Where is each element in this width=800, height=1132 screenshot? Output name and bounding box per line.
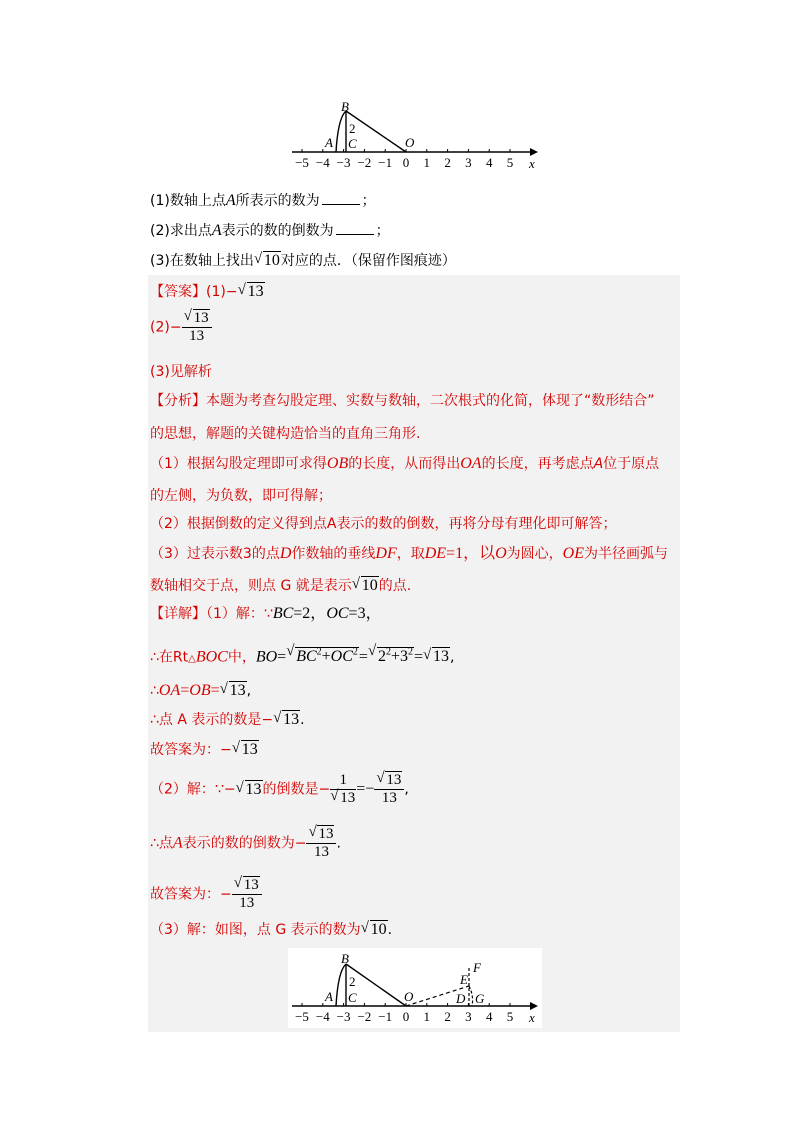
detail-line-9: （3）解：如图，点 G 表示的数为 √ 10. xyxy=(150,920,393,938)
analysis-6i: 为圆心， xyxy=(506,546,563,562)
analysis-line-6 xyxy=(150,544,668,564)
answer-2: (2)− xyxy=(150,319,182,336)
detail-2c: BOC xyxy=(195,648,228,666)
detail-5a: 故答案为：− xyxy=(150,742,232,758)
detail-7a: ∴点 xyxy=(150,835,173,852)
detail-7-numerator: 13 xyxy=(318,826,334,842)
analysis-6f: DE xyxy=(424,545,447,562)
fig2-axis-tick-label: 2 xyxy=(444,1009,451,1024)
q1-suffix: 所表示的数为 xyxy=(235,193,320,209)
answer-1-radical: 13 xyxy=(247,283,264,300)
answer-2-numerator: 13 xyxy=(193,310,209,326)
fig1-axis-tick-label: 1 xyxy=(423,155,431,170)
analysis-3d: OA xyxy=(460,455,482,472)
analysis-7a: 数轴相交于点，则点 G 就是表示 xyxy=(150,578,352,594)
fig2-point-G-label: G xyxy=(475,991,485,1006)
point-C-label: C xyxy=(348,136,357,151)
analysis-line-1 xyxy=(150,391,655,411)
detail-2l: 13 xyxy=(433,648,449,666)
detail-1c: =2， xyxy=(293,605,327,622)
detail-9-radical: 10 xyxy=(370,921,387,938)
number-line-construction-diagram xyxy=(288,948,542,1028)
detail-2h: + xyxy=(321,648,331,666)
detail-7b: A xyxy=(172,834,183,852)
answer-tag: 【答案】 xyxy=(150,284,206,300)
detail-3c: = xyxy=(180,682,190,699)
analysis-6e: ，取 xyxy=(396,546,425,562)
detail-8a: 故答案为：− xyxy=(150,886,232,903)
analysis-7-radical: 10 xyxy=(361,577,378,594)
fig2-point-O-label: O xyxy=(404,989,414,1004)
fig1-axis-tick-label: 4 xyxy=(485,155,493,170)
fig2-axis-tick-label: −1 xyxy=(378,1009,393,1024)
analysis-6c: 作数轴的垂线 xyxy=(291,546,376,562)
fig1-axis-tick-label: −3 xyxy=(336,155,351,170)
q2-prefix: (2)求出点 xyxy=(150,223,212,239)
q3-prefix: (3)在数轴上找出 xyxy=(150,253,254,269)
number-line-figure-2 xyxy=(288,948,542,1028)
q2-blank xyxy=(336,234,374,235)
detail-2i: OC xyxy=(330,648,353,666)
fig2-point-B-label: B xyxy=(341,951,349,966)
fig2-axis-tick-label: −5 xyxy=(295,1009,309,1024)
detail-8-denominator: 13 xyxy=(239,895,255,911)
fig2-axis-tick-label: −4 xyxy=(315,1009,330,1024)
fig2-axis-tick-label: −3 xyxy=(336,1009,351,1024)
detail-3d: OB xyxy=(189,682,211,699)
detail-line-8: 故答案为：− √ 13 13 xyxy=(150,877,262,912)
fig2-axis-tick-label: 3 xyxy=(465,1009,472,1024)
analysis-3g: 位于原点 xyxy=(603,456,660,472)
detail-2a: ∴在Rt xyxy=(150,649,189,666)
detail-4a: ∴点 A 表示的数是− xyxy=(150,712,274,728)
number-line-figure-1 xyxy=(288,96,548,176)
detail-6-denominator-2: 13 xyxy=(381,790,397,806)
detail-6b: 的倒数是− xyxy=(262,781,331,798)
detail-6-radical: 13 xyxy=(245,780,262,798)
question-1 xyxy=(150,191,376,211)
analysis-3c: 的长度，从而得出 xyxy=(348,456,461,472)
detail-line-1 xyxy=(150,604,382,624)
analysis-6d: DF xyxy=(375,545,397,562)
fig1-axis-tick-label: 3 xyxy=(465,155,472,170)
analysis-7b: 的点. xyxy=(378,578,412,594)
fig1-axis-tick-label: −2 xyxy=(357,155,372,170)
analysis-3e: 的长度，再考虑点 xyxy=(481,456,594,472)
analysis-line-3 xyxy=(150,454,659,474)
detail-line-2: ∴在Rt△BOC中，BO= √ $BC^2+OC^2=$ √ $2^2+3^2=$ √ 13, xyxy=(150,643,455,666)
analysis-6b: D xyxy=(279,545,292,562)
fig1-axis-tick-label: 2 xyxy=(444,155,451,170)
analysis-3a: （1）根据勾股定理即可求得 xyxy=(150,456,327,472)
detail-7c: 表示的数的倒数为− xyxy=(182,835,307,852)
point-O-label: O xyxy=(405,135,415,150)
analysis-6a: （3）过表示数3的点 xyxy=(150,546,280,562)
detail-1d: OC xyxy=(326,605,349,622)
fig2-axis-x-label: x xyxy=(529,1010,535,1025)
point-A-label: A xyxy=(325,135,333,150)
fig2-point-F-label: F xyxy=(473,960,481,975)
fig1-axis-tick-label: 0 xyxy=(402,155,410,170)
question-2 xyxy=(150,221,390,241)
analysis-3b: OB xyxy=(326,455,349,472)
fig2-axis-tick-label: 0 xyxy=(402,1009,410,1024)
fig2-axis-tick-label: 5 xyxy=(506,1009,514,1024)
axis-x-label: x xyxy=(529,156,535,171)
q1-point: A xyxy=(225,192,236,209)
fig2-point-E-label: E xyxy=(460,972,468,987)
detail-3a: ∴ xyxy=(150,683,159,699)
point-B-label: B xyxy=(341,99,349,114)
fig1-axis-tick-label: −1 xyxy=(378,155,393,170)
analysis-line-5: （2）根据倒数的定义得到点A表示的数的倒数，再将分母有理化即可解答； xyxy=(150,516,617,532)
detail-2b: △ xyxy=(188,653,196,665)
detail-line-4: ∴点 A 表示的数是− √ 13. xyxy=(150,710,305,728)
analysis-tag: 【分析】 xyxy=(150,393,206,409)
detail-4-radical: 13 xyxy=(283,711,300,728)
fig1-axis-tick-label: 5 xyxy=(506,155,514,170)
q1-end: ； xyxy=(361,193,376,209)
detail-3-radical: 13 xyxy=(229,682,246,699)
detail-2k: +3 xyxy=(390,648,408,666)
analysis-6j: OE xyxy=(562,545,584,562)
detail-2g: BC xyxy=(296,648,317,666)
detail-1e: =3， xyxy=(348,605,382,622)
detail-2e: BO xyxy=(255,648,278,666)
detail-3b: OA xyxy=(158,682,181,699)
q2-point: A xyxy=(211,222,222,239)
q1-prefix: (1)数轴上点 xyxy=(150,193,226,209)
detail-6-denominator: 13 xyxy=(340,790,356,806)
detail-line-6: （2）解：∵− √ 13的倒数是− 1 √ 13 =− √ 13 13 , xyxy=(150,770,409,806)
q1-blank xyxy=(322,204,360,205)
q3-radical: 10 xyxy=(263,252,280,269)
analysis-line-4: 的左侧，为负数，即可得解； xyxy=(150,488,332,504)
detail-6a: （2）解：∵− xyxy=(150,781,236,798)
analysis-line-2: 的思想，解题的关键构造恰当的直角三角形. xyxy=(150,426,421,442)
number-line-diagram xyxy=(288,96,548,176)
detail-2f: = xyxy=(277,648,287,666)
detail-line-7: ∴点A表示的数的倒数为− √ 13 13 . xyxy=(150,824,341,860)
q3-suffix: 对应的点．（保留作图痕迹） xyxy=(280,253,456,269)
fig2-segment-length-label: 2 xyxy=(349,974,356,989)
analysis-6k: 为半径画弧与 xyxy=(583,546,668,562)
detail-6-numerator: 1 xyxy=(330,772,356,790)
detail-1b: BC xyxy=(272,605,294,622)
question-3: (3)在数轴上找出 √ 10对应的点．（保留作图痕迹） xyxy=(150,251,456,269)
analysis-6h: O xyxy=(495,545,507,562)
fig2-point-D-label: D xyxy=(456,991,466,1006)
answer-line-1: 【答案】(1)− √ 13 xyxy=(150,282,264,300)
analysis-6g: =1，以 xyxy=(446,545,496,562)
detail-line-3: ∴OA=OB= √ 13, xyxy=(150,681,252,699)
fig1-axis-tick-label: −4 xyxy=(315,155,330,170)
detail-6c: =− xyxy=(356,780,375,798)
detail-7-denominator: 13 xyxy=(313,844,329,860)
detail-8-numerator: 13 xyxy=(243,877,259,893)
analysis-text-1: 本题为考查勾股定理、实数与数轴，二次根式的化简，体现了“数形结合” xyxy=(206,393,655,409)
analysis-3f: A xyxy=(593,456,604,472)
fig2-point-A-label: A xyxy=(325,989,333,1004)
q2-end: ； xyxy=(375,223,390,239)
fig2-axis-tick-label: 1 xyxy=(423,1009,431,1024)
detail-5-radical: 13 xyxy=(241,741,258,758)
answer-1: (1)− xyxy=(206,284,238,300)
answer-line-3: (3)见解析 xyxy=(150,364,212,380)
fig2-axis-tick-label: 4 xyxy=(485,1009,493,1024)
detail-tag: 【详解】 xyxy=(150,606,206,622)
fig2-axis-tick-label: −2 xyxy=(357,1009,372,1024)
segment-length-label: 2 xyxy=(349,121,356,136)
analysis-line-7: 数轴相交于点，则点 G 就是表示 √ 10的点. xyxy=(150,576,412,594)
detail-line-5: 故答案为：− √ 13 xyxy=(150,740,258,758)
answer-line-2: (2)− √ 13 13 xyxy=(150,310,212,345)
fig1-axis-tick-label: −5 xyxy=(295,155,309,170)
detail-2j: 2 xyxy=(377,648,386,666)
detail-3e: = xyxy=(210,682,220,699)
detail-2d: 中， xyxy=(227,649,256,666)
fig2-point-C-label: C xyxy=(348,990,357,1005)
answer-2-denominator: 13 xyxy=(189,328,205,344)
detail-1a: （1）解：∵ xyxy=(206,606,273,622)
q2-suffix: 表示的数的倒数为 xyxy=(221,223,334,239)
detail-6-numerator-2: 13 xyxy=(386,772,402,788)
detail-9a: （3）解：如图，点 G 表示的数为 xyxy=(150,922,361,938)
